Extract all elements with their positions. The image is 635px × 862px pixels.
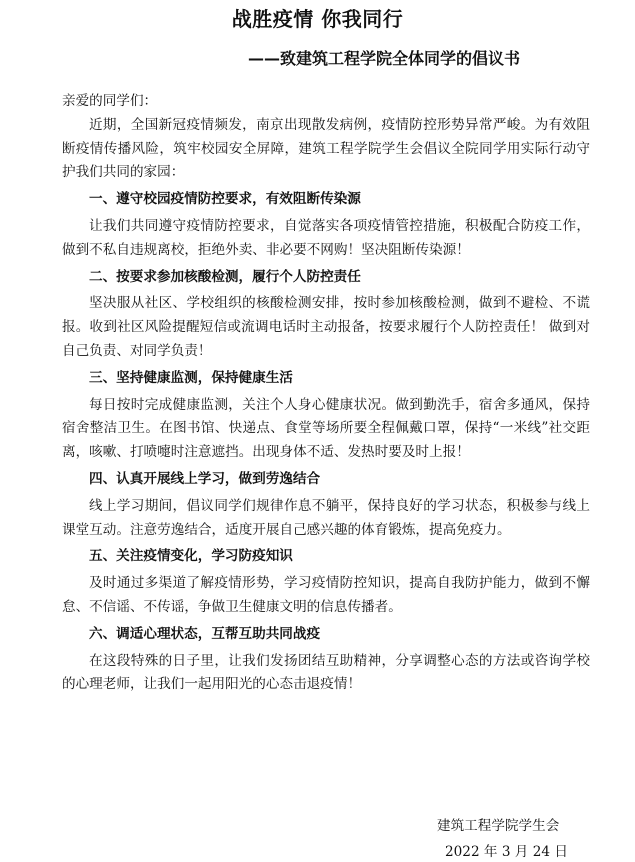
greeting: 亲爱的同学们： xyxy=(62,93,158,109)
section-body-3: 每日按时完成健康监测，关注个人身心健康状况。做到勤洗手，宿舍多通风，保持宿舍整洁卫生。在图书馆、快递点、食堂等场所要全程佩戴口罩，保持“一米线”社交距离，咳嗽、打喷嚏时注意遮挡。出现身体不适、发热时要及时上报！ xyxy=(62,396,590,461)
section-body-5: 及时通过多渠道了解疫情形势，学习疫情防控知识，提高自我防护能力，做到不懈怠、不信谣、不传谣，争做卫生健康文明的信息传播者。 xyxy=(62,575,590,615)
section-heading-3: 三、坚持健康监测，保持健康生活 xyxy=(89,369,293,386)
document-title: 战胜疫情 你我同行 xyxy=(231,7,404,31)
intro-paragraph: 近期，全国新冠疫情频发，南京出现散发病例，疫情防控形势异常严峻。为有效阻断疫情传播风险，筑牢校园安全屏障，建筑工程学院学生会倡议全院同学用实际行动守护我们共同的家园： xyxy=(62,116,590,181)
signature-organization: 建筑工程学院学生会 xyxy=(437,818,560,834)
section-heading-1: 一、遵守校园疫情防控要求，有效阻断传染源 xyxy=(89,191,361,208)
document-body xyxy=(62,90,590,697)
section-heading-6: 六、调适心理状态，互帮互助共同战疫 xyxy=(89,625,321,642)
document-subtitle: ——致建筑工程学院全体同学的倡议书 xyxy=(247,49,520,68)
signature-date: 2022 年 3 月 24 日 xyxy=(445,844,568,860)
section-body-2: 坚决服从社区、学校组织的核酸检测安排，按时参加核酸检测，做到不避检、不谎报。收到社区风险提醒短信或流调电话时主动报备，按要求履行个人防控责任！ 做到对自己负责、对同学负责！ xyxy=(62,295,590,359)
section-heading-5: 五、关注疫情变化，学习防疫知识 xyxy=(89,548,293,565)
section-body-4: 线上学习期间，倡议同学们规律作息不躺平，保持良好的学习状态，积极参与线上课堂互动。注意劳逸结合，适度开展自己感兴趣的体育锻炼，提高免疫力。 xyxy=(62,497,590,538)
section-heading-4: 四、认真开展线上学习，做到劳逸结合 xyxy=(89,470,321,487)
section-heading-2: 二、按要求参加核酸检测，履行个人防控责任 xyxy=(89,268,361,285)
section-body-1: 让我们共同遵守疫情防控要求，自觉落实各项疫情管控措施，积极配合防疫工作，做到不私自违规离校，拒绝外卖、非必要不网购！坚决阻断传染源！ xyxy=(62,217,590,258)
section-body-6: 在这段特殊的日子里，让我们发扬团结互助精神，分享调整心态的方法或咨询学校的心理老师，让我们一起用阳光的心态击退疫情！ xyxy=(62,652,590,693)
